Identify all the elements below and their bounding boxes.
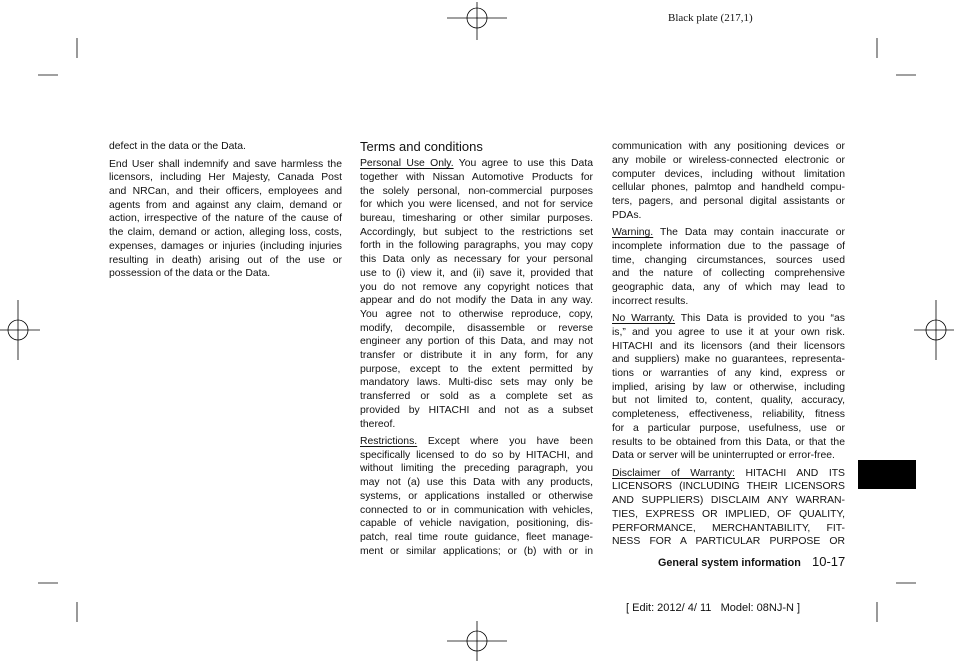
paragraph xyxy=(109,158,342,281)
text-line: you do not remove any copyright notices that xyxy=(360,281,593,293)
text-line: bureau, timesharing or other similar purposes. xyxy=(360,213,593,224)
text-line: for which you were licensed, and not for service xyxy=(360,199,593,211)
text-line: forth in the following paragraphs, you may copy xyxy=(360,240,593,252)
footer-section-title: General system information xyxy=(658,557,801,569)
text-line xyxy=(612,467,845,481)
registration-mark-bottom xyxy=(447,621,507,661)
text-line: completeness, effectiveness, reliability, fitness xyxy=(612,409,845,421)
text-line: LICENSORS (INCLUDING THEIR LICENSORS xyxy=(612,481,845,493)
text-line: PERFORMANCE, MERCHANTABILITY, FIT- xyxy=(612,522,845,534)
text-line xyxy=(612,312,845,326)
line-text: You agree to use this Data xyxy=(458,158,593,170)
text-line xyxy=(612,226,845,240)
registration-mark-top xyxy=(447,2,507,40)
text-line: together with Nissan Automotive Products for xyxy=(360,171,593,183)
text-column-middle xyxy=(360,140,593,558)
line-text: This Data is provided to you “as xyxy=(680,313,845,325)
text-line: for a particular purpose, usefulness, use or xyxy=(612,422,845,434)
text-line: AND SUPPLIERS) DISCLAIM ANY WARRAN- xyxy=(612,495,845,507)
text-line: but not limited to, content, quality, accuracy, xyxy=(612,395,845,407)
text-line: this Data only as necessary for your personal xyxy=(360,254,593,266)
paragraph xyxy=(360,157,593,431)
text-line: Data or server will be uninterrupted or error-free. xyxy=(612,450,835,462)
text-line xyxy=(360,435,593,449)
text-line: use to (i) view it, and (ii) save it, provided that xyxy=(360,267,593,279)
text-line: transferred or sold as a complete set as xyxy=(360,391,593,403)
paragraph xyxy=(612,312,845,463)
text-line: ment or similar applications; or (b) with or in xyxy=(360,545,593,557)
text-line: possession of the data or the Data. xyxy=(109,268,271,280)
text-line: licensors, including Her Majesty, Canada Post xyxy=(109,172,342,184)
lead-term: Disclaimer of Warranty: xyxy=(612,467,735,479)
text-line: and the nature of collecting comprehensive xyxy=(612,268,845,280)
line-text: HITACHI AND ITS xyxy=(745,467,845,479)
plate-label: Black plate (217,1) xyxy=(668,12,753,24)
text-line: TIES, EXPRESS OR IMPLIED, OF QUALITY, xyxy=(612,508,845,520)
lead-term: No Warranty. xyxy=(612,313,676,325)
text-line: transfer or distribute it in any form, for any xyxy=(360,350,593,362)
section-tab xyxy=(858,460,916,489)
text-column-left xyxy=(109,140,342,281)
text-line: thereof. xyxy=(360,418,396,430)
lead-term: Restrictions. xyxy=(360,436,418,448)
text-line: End User shall indemnify and save harmless the xyxy=(109,158,342,170)
edit-info: [ Edit: 2012/ 4/ 11 Model: 08NJ-N ] xyxy=(626,602,801,614)
text-line: ters, pagers, and personal digital assistants or xyxy=(612,195,845,207)
text-line: computer devices, including without limitation xyxy=(612,168,845,180)
text-line: expenses, damages or injuries (including injuries xyxy=(109,240,342,252)
text-line: HITACHI and its licensors (and their licensors xyxy=(612,340,845,352)
text-line: mandatory laws. Multi-disc sets may only be xyxy=(360,377,593,389)
text-line: engineer any portion of this Data, and may not xyxy=(360,336,593,348)
text-column-right xyxy=(612,140,845,549)
text-line: and suppliers) make no guarantees, representa- xyxy=(612,354,845,366)
text-line: NESS FOR A PARTICULAR PURPOSE OR xyxy=(612,536,845,548)
text-line: the claim, demand or action, alleging loss, costs, xyxy=(109,227,342,239)
text-line: the solely personal, non-commercial purposes xyxy=(360,185,593,197)
text-line: incorrect results. xyxy=(612,295,689,307)
crop-mark-top-right xyxy=(877,38,916,75)
text-line: purpose, except to the extent permitted by xyxy=(360,363,593,375)
text-line: patch, real time route guidance, fleet manage- xyxy=(360,531,593,543)
crop-mark-top-left xyxy=(38,38,77,75)
text-line: is,” and you agree to use it at your own risk. xyxy=(612,326,845,338)
lead-term: Warning. xyxy=(612,227,654,239)
text-line: action, irrespective of the nature of the cause of xyxy=(109,213,342,225)
page-number: 10-17 xyxy=(812,554,846,570)
text-line: geographic data, any of which may lead to xyxy=(612,281,845,293)
text-line: any mobile or wireless-connected electronic or xyxy=(612,154,845,166)
lead-term: Personal Use Only. xyxy=(360,158,454,170)
text-line: Accordingly, but subject to the restrictions set xyxy=(360,226,593,238)
text-line: agents from and against any claim, demand or xyxy=(109,199,342,211)
text-line: specifically licensed to do so by HITACHI, and xyxy=(360,449,593,461)
text-line: modify, decompile, disassemble or reverse xyxy=(360,322,593,334)
paragraph xyxy=(612,467,845,549)
text-line: appear and do not modify the Data in any way. xyxy=(360,295,593,307)
paragraph xyxy=(612,140,845,222)
line-text: The Data may contain inaccurate or xyxy=(659,227,845,239)
paragraph xyxy=(612,226,845,308)
text-line xyxy=(360,157,593,171)
text-line: communication with any positioning devices or xyxy=(612,141,845,153)
line-text: Except where you have been xyxy=(427,436,593,448)
section-heading: Terms and conditions xyxy=(360,139,483,155)
text-line: provided by HITACHI and not as a subset xyxy=(360,404,593,416)
paragraph xyxy=(360,435,593,558)
text-line: tions or warranties of any kind, express or xyxy=(612,367,845,379)
crop-mark-bottom-right xyxy=(877,583,916,622)
registration-mark-left xyxy=(0,300,40,360)
text-line: and NRCan, and their officers, employees and xyxy=(109,186,342,198)
crop-mark-bottom-left xyxy=(38,583,77,622)
text-line: systems, or applications installed or otherwise xyxy=(360,490,593,502)
text-line: results to be obtained from this Data, or that the xyxy=(612,436,845,448)
text-line: time, changing circumstances, sources used xyxy=(612,254,845,266)
text-line: may not (a) use this Data with any products, xyxy=(360,477,593,489)
text-line: connected to or in communication with vehicles, xyxy=(360,504,593,516)
text-line: defect in the data or the Data. xyxy=(109,141,246,153)
text-line: You agree not to otherwise reproduce, copy, xyxy=(360,308,593,320)
text-line: incomplete information due to the passage of xyxy=(612,240,845,252)
paragraph xyxy=(109,140,342,154)
registration-mark-right xyxy=(914,300,954,360)
text-line: without limiting the preceding paragraph, you xyxy=(360,463,593,475)
text-line: capable of vehicle navigation, positioning, dis- xyxy=(360,518,593,530)
text-line: resulting in death) arising out of the use or xyxy=(109,254,342,266)
text-line: PDAs. xyxy=(612,209,642,221)
text-line: implied, arising by law or otherwise, including xyxy=(612,381,845,393)
text-line: cellular phones, palmtop and handheld compu- xyxy=(612,182,845,194)
